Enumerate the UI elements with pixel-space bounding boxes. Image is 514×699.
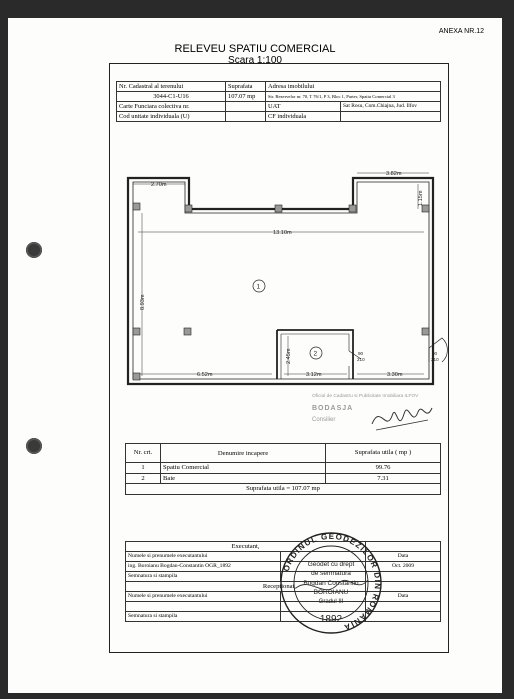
document-title: RELEVEU SPATIU COMERCIAL <box>174 43 336 55</box>
cell: Cod unitate individuala (U) <box>117 112 226 122</box>
room-number: 2 <box>313 350 318 358</box>
column <box>275 205 282 212</box>
date-value: Oct. 2009 <box>366 562 441 572</box>
seal-line: Gradul III <box>318 599 344 605</box>
receptionat-label: Receptionat, <box>126 582 366 592</box>
date-label: Data <box>366 592 441 602</box>
column <box>349 205 356 212</box>
column <box>185 205 192 212</box>
cell: 2 <box>126 473 161 484</box>
cell: Numele si prenumele executantului <box>126 552 281 562</box>
cell: Semnatura si stampila <box>126 611 281 621</box>
office-stamp-role: Consilier <box>312 417 336 423</box>
cell: Suprafata <box>226 82 266 92</box>
executant-label: Executant, <box>126 542 366 552</box>
dim-label: 3.82m <box>386 171 402 177</box>
cell: UAT <box>266 102 341 112</box>
door-height: 210 <box>357 357 365 362</box>
cell: 1 <box>126 463 161 474</box>
office-stamp-name: BODASJA <box>312 405 354 412</box>
header-area: Suprafata utila ( mp ) <box>326 444 441 463</box>
seal-line: BOROIANU <box>313 589 349 596</box>
cell: Semnatura si stampila <box>126 572 281 582</box>
office-stamp-line: Oficiul de Cadastru si Publicitate Imobiliara ILFOV <box>312 394 419 399</box>
column <box>133 328 140 335</box>
cell: 99.76 <box>326 463 441 474</box>
column <box>184 328 191 335</box>
dim-label: 2.70m <box>151 182 167 188</box>
dim-label: 3.12m <box>306 372 322 378</box>
cell <box>126 602 281 612</box>
door-width: 90 <box>432 351 438 356</box>
handwritten-signature <box>368 394 438 444</box>
door-height: 210 <box>431 357 439 362</box>
seal-line: Geodet cu drept <box>307 561 355 568</box>
document-page <box>8 18 502 693</box>
seal-line: Bogdan Constantin <box>303 580 359 587</box>
dim-label: 1.15m <box>418 190 424 206</box>
uat-value: Sat Rosu, Com.Chiajna, Jud. Ilfov <box>341 102 441 112</box>
area-value: 107.07 mp <box>226 92 266 102</box>
total-area: Suprafata utila = 107.07 mp <box>126 484 441 495</box>
cell: Adresa imobilului <box>266 82 441 92</box>
address-value: Str. Rezervelor nr. 70, T 76/1, P 3, Bloc 1, Parter, Spatiu Comercial 3 <box>266 92 441 102</box>
surveyor-seal <box>276 528 386 638</box>
dim-label: 6.52m <box>197 372 213 378</box>
header-name: Denumire incapere <box>161 444 326 463</box>
table-row <box>126 473 441 484</box>
date-label: Data <box>366 552 441 562</box>
seal-outer-text: ORDINUL GEODEZILOR DIN ROMANIA <box>281 531 383 633</box>
table-row <box>126 463 441 474</box>
cell: Numele si prenumele executantului <box>126 592 281 602</box>
room-number: 1 <box>256 283 261 291</box>
header-nr: Nr. crt. <box>126 444 161 463</box>
dim-label: 13.10m <box>273 230 292 236</box>
column <box>133 373 140 380</box>
cell: Carte Funciara colectiva nr. <box>117 102 226 112</box>
document-scale: Scara 1:100 <box>228 55 282 66</box>
seal-line: de semnatura <box>311 570 351 577</box>
column <box>422 328 429 335</box>
executant-name: ing. Boroianu Bogdan-Constantin OGR_1892 <box>126 562 281 572</box>
cadastral-number: 3044-C1-U16 <box>117 92 226 102</box>
cell: 7.31 <box>326 473 441 484</box>
cell: Baie <box>161 473 326 484</box>
seal-number: 1892 <box>319 614 343 625</box>
door-width: 90 <box>358 351 364 356</box>
rooms-table <box>125 443 441 495</box>
annex-label: ANEXA NR.12 <box>438 28 484 35</box>
dim-label: 3.30m <box>387 372 403 378</box>
cell: Spatiu Comercial <box>161 463 326 474</box>
column <box>133 203 140 210</box>
dim-label: 2.45m <box>286 348 292 364</box>
cell: CF individuala <box>266 112 341 122</box>
floor-plan <box>8 18 502 448</box>
cell: Nr. Cadastral al terenului <box>117 82 226 92</box>
dim-label: 8.93m <box>140 294 146 310</box>
